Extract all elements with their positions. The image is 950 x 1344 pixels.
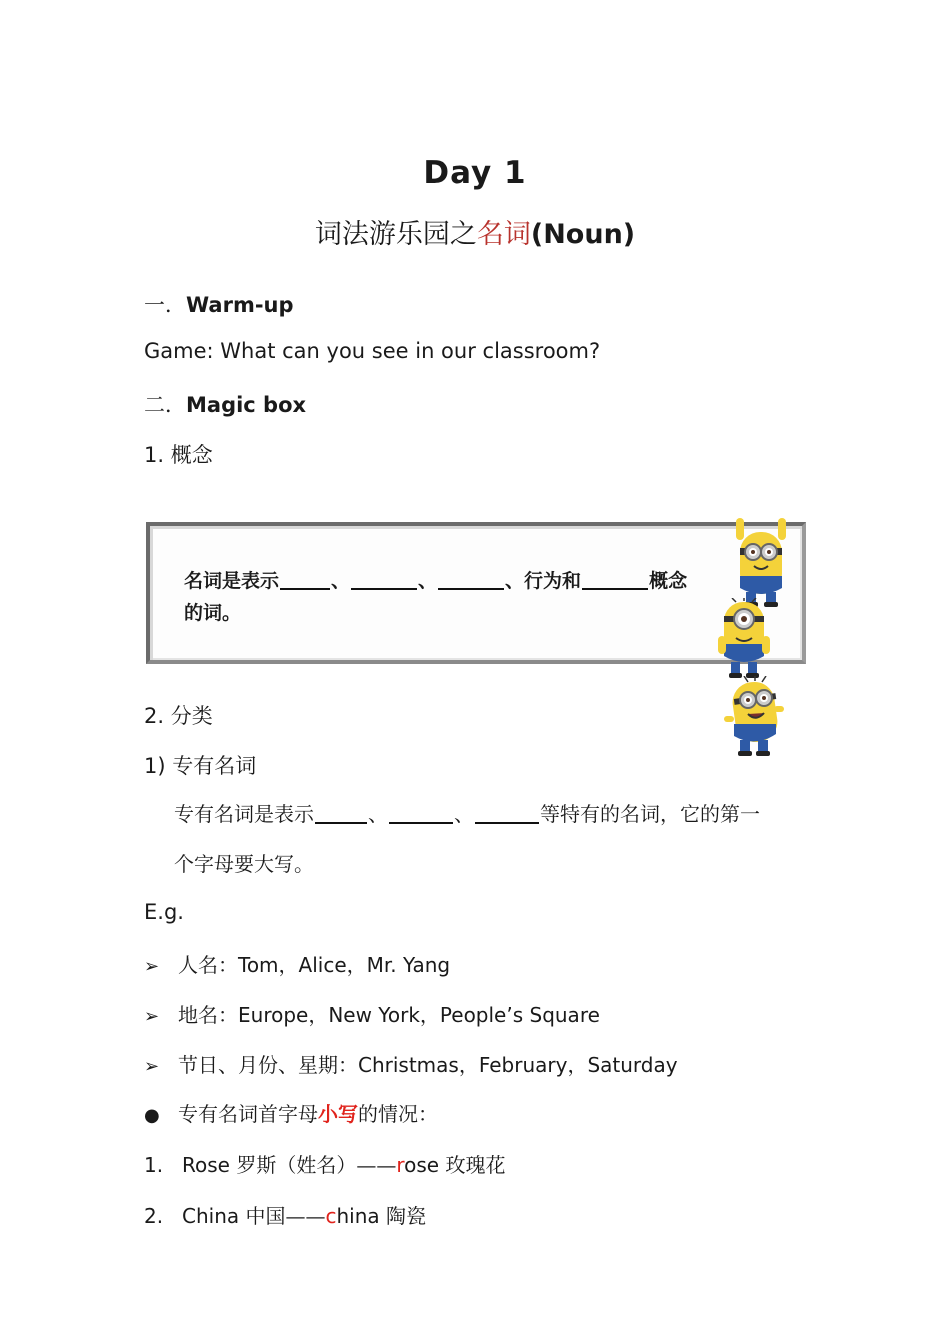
page-title: Day 1 (423, 155, 527, 191)
arrow-bullet-icon: ➢ (144, 1056, 160, 1077)
page-subtitle (0, 212, 950, 251)
arrow-bullet-icon: ➢ (144, 956, 160, 977)
proper-noun-definition-line-2: 个字母要大写。 (174, 852, 314, 876)
concept-text: 概念 (649, 570, 688, 592)
case-number: 2. (144, 1204, 164, 1228)
section-label: Warm-up (186, 293, 294, 317)
fill-blank[interactable] (280, 569, 330, 590)
proper-noun-heading: 1) 专有名词 (144, 754, 257, 778)
section-label: Magic box (186, 393, 307, 417)
case-item (144, 1149, 505, 1178)
example-item (144, 1049, 678, 1078)
case-item (144, 1200, 426, 1229)
concept-heading: 1. 概念 (144, 443, 213, 467)
note-text: 的情况： (358, 1102, 438, 1126)
concept-line-2: 的词。 (184, 602, 242, 624)
note-highlight: 小写 (318, 1102, 358, 1126)
example-label: E.g. (144, 900, 184, 924)
section-magic-heading (144, 389, 306, 419)
case-gloss: 陶瓷 (386, 1204, 427, 1228)
example-words: Christmas，February，Saturday (358, 1053, 678, 1077)
section-number: 一． (144, 293, 186, 317)
arrow-bullet-icon: ➢ (144, 1006, 160, 1027)
note-text: 专有名词首字母 (178, 1102, 318, 1126)
example-words: Tom，Alice，Mr. Yang (238, 953, 451, 977)
case-gloss: 玫瑰花 (445, 1153, 506, 1177)
concept-box (146, 522, 806, 664)
game-text: Game: What can you see in our classroom? (144, 339, 601, 363)
classify-heading: 2. 分类 (144, 704, 213, 728)
fill-blank[interactable] (389, 802, 453, 824)
fill-blank[interactable] (351, 569, 417, 590)
fill-blank[interactable] (475, 802, 539, 824)
subtitle-suffix: (Noun) (530, 219, 636, 250)
separator: 、 (454, 802, 474, 826)
bullet-dot-icon: ● (144, 1105, 160, 1126)
fill-blank[interactable] (582, 569, 648, 590)
lowercase-note (144, 1098, 438, 1127)
fill-blank[interactable] (438, 569, 504, 590)
separator: 、行为和 (505, 570, 582, 592)
example-category: 地名： (178, 1003, 238, 1027)
case-red-letter: c (325, 1204, 337, 1228)
minion-icon (728, 518, 794, 608)
concept-line-1 (184, 566, 687, 593)
concept-text: 名词是表示 (184, 570, 280, 592)
subtitle-prefix: 词法游乐园之 (314, 219, 477, 250)
case-number: 1. (144, 1153, 164, 1177)
case-word: Rose (182, 1153, 230, 1177)
proper-noun-definition (174, 798, 760, 827)
case-meaning: 中国—— (245, 1204, 326, 1228)
example-category: 人名： (178, 953, 238, 977)
definition-text: 专有名词是表示 (174, 802, 314, 826)
separator: 、 (418, 570, 438, 592)
separator: 、 (368, 802, 388, 826)
minion-icon (722, 676, 786, 760)
section-warmup-heading (144, 289, 294, 319)
fill-blank[interactable] (315, 802, 367, 824)
minion-icon (716, 598, 772, 680)
subtitle-highlight: 名词 (476, 219, 531, 250)
example-item (144, 999, 600, 1028)
definition-text: 等特有的名词，它的第一 (540, 802, 760, 826)
case-red-letter: r (396, 1153, 405, 1177)
example-item (144, 949, 450, 978)
case-rest: hina (336, 1204, 380, 1228)
example-category: 节日、月份、星期： (178, 1053, 358, 1077)
section-number: 二． (144, 393, 186, 417)
example-words: Europe，New York，People’s Square (238, 1003, 600, 1027)
separator: 、 (331, 570, 351, 592)
case-rest: ose (404, 1153, 440, 1177)
case-meaning: 罗斯（姓名）—— (236, 1153, 397, 1177)
case-word: China (182, 1204, 240, 1228)
